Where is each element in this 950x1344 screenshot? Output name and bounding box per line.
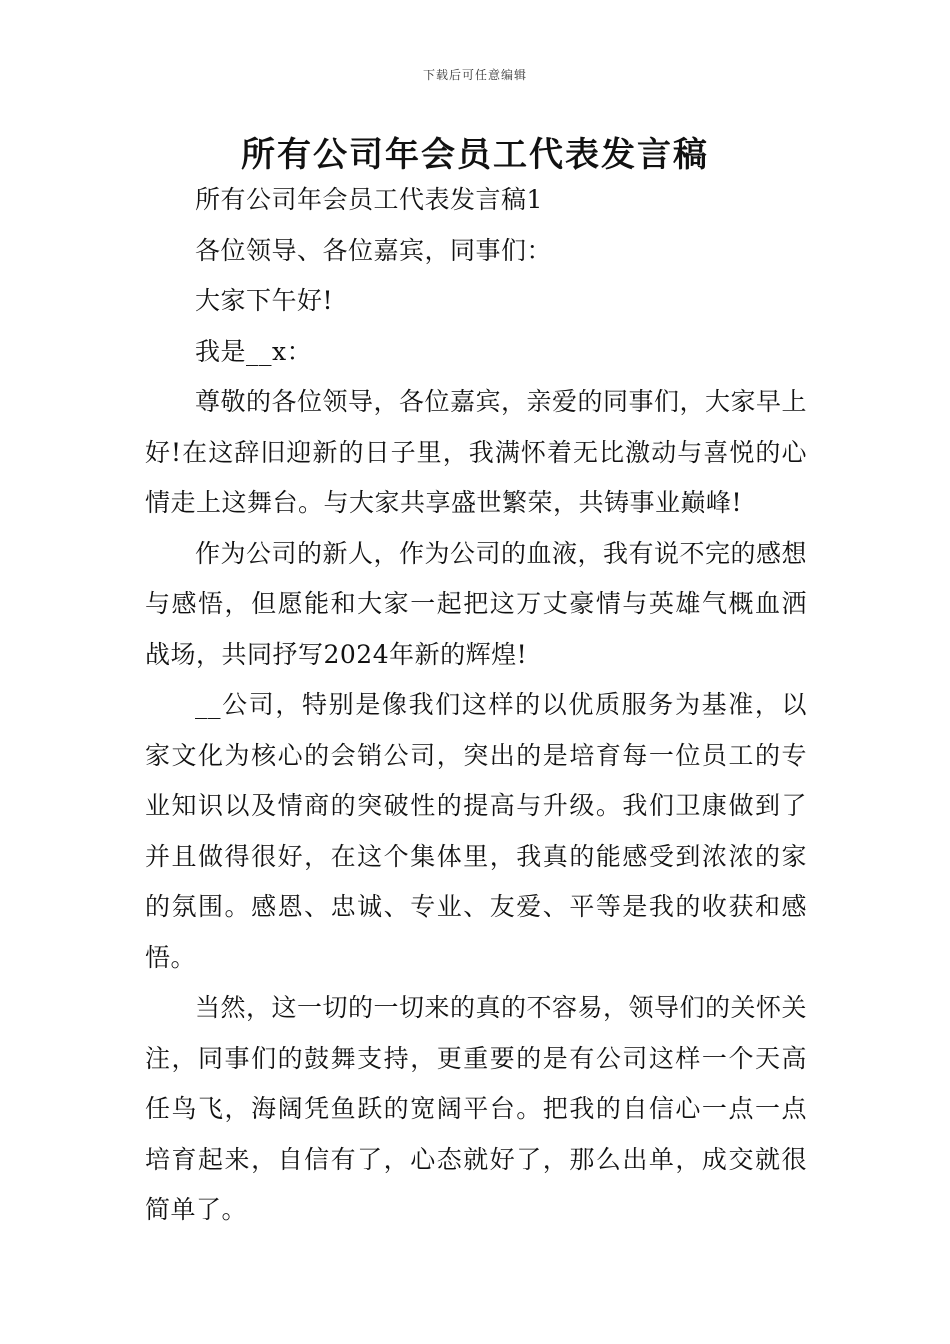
- paragraph-greeting: 大家下午好!: [195, 286, 334, 315]
- paragraph-body: 当然，这一切的一切来的真的不容易，领导们的关怀关注，同事们的鼓舞支持，更重要的是有公司这样一个天高任鸟飞，海阔凭鱼跃的宽阔平台。把我的自信心一点一点培育起来，自信有了，心态就好了，那么出单，成交就很简单了。: [145, 993, 808, 1224]
- paragraph-self-intro: 我是__x：: [195, 336, 313, 366]
- paragraph-salutation: 各位领导、各位嘉宾，同事们：: [195, 235, 553, 265]
- paragraph-body: __公司，特别是像我们这样的以优质服务为基准，以家文化为核心的会销公司，突出的是培育每一位员工的专业知识以及情商的突破性的提高与升级。我们卫康做到了并且做得很好，在这个集体里，我真的能感受到浓浓的家的氛围。感恩、忠诚、专业、友爱、平等是我的收获和感悟。: [145, 690, 807, 972]
- header-note: 下载后可任意编辑: [422, 68, 527, 82]
- paragraph-body: 尊敬的各位领导，各位嘉宾，亲爱的同事们，大家早上好!在这辞旧迎新的日子里，我满怀着无比激动与喜悦的心情走上这舞台。与大家共享盛世繁荣，共铸事业巅峰!: [145, 387, 808, 517]
- paragraph-subtitle: 所有公司年会员工代表发言稿1: [195, 185, 543, 214]
- document-body: [145, 175, 807, 1236]
- paragraph-body: 作为公司的新人，作为公司的血液，我有说不完的感想与感悟，但愿能和大家一起把这万丈豪情与英雄气概血洒战场，共同抒写2024年新的辉煌!: [145, 538, 808, 669]
- page-title: 所有公司年会员工代表发言稿: [241, 135, 709, 175]
